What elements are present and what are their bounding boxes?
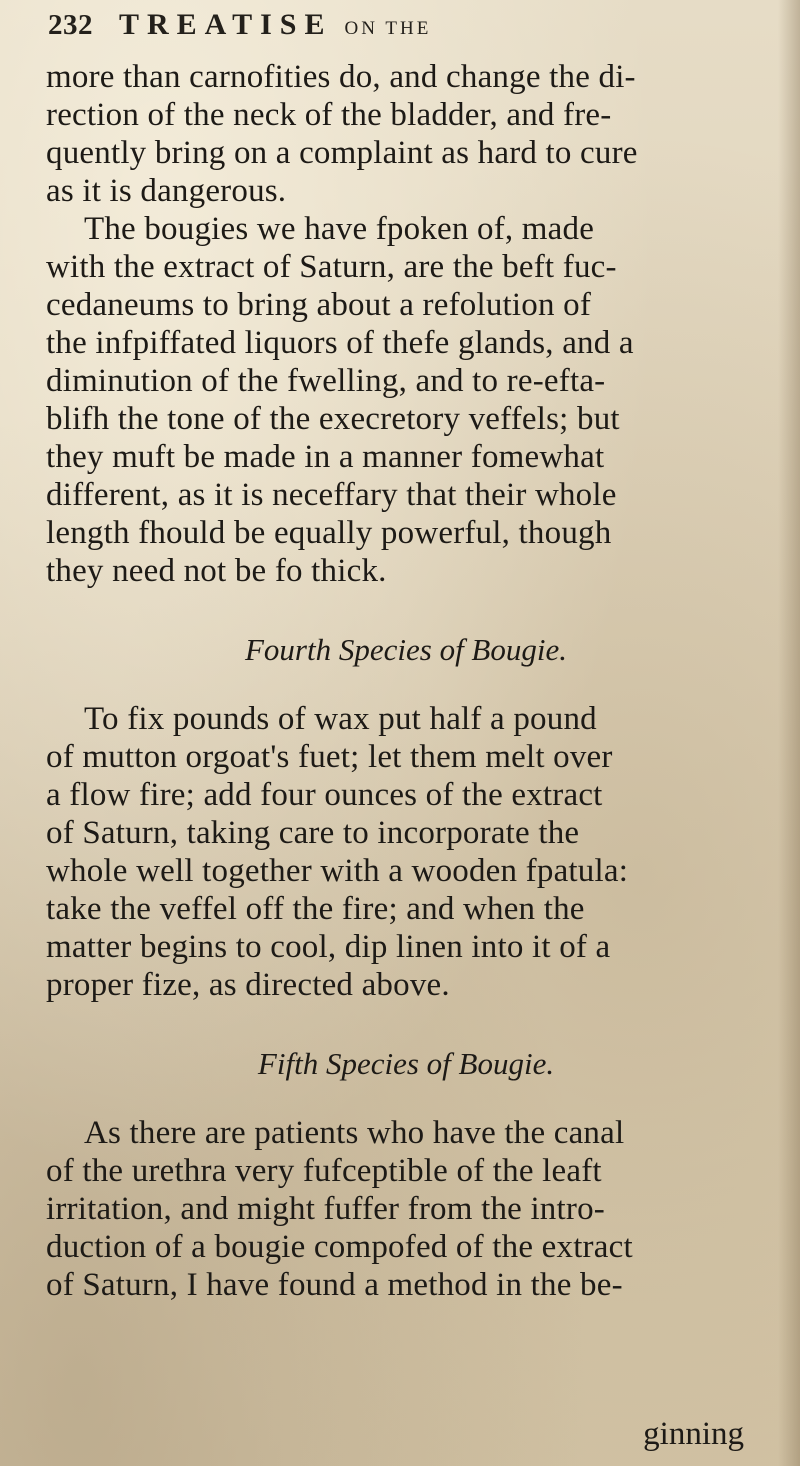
text-line: with the extract of Saturn, are the beft fuc- [46, 249, 617, 285]
text-line: of Saturn, I have found a method in the be- [46, 1267, 623, 1303]
paragraph-2 [46, 210, 766, 590]
paragraph-1 [46, 58, 766, 210]
text-line: duction of a bougie compofed of the extract [46, 1229, 633, 1265]
text-line: they muft be made in a manner fomewhat [46, 439, 605, 475]
text-line: of the urethra very fufceptible of the leaft [46, 1153, 602, 1189]
text-line: whole well together with a wooden fpatula: [46, 853, 629, 889]
running-title-continuation: ON THE [344, 18, 432, 39]
text-line: proper fize, as directed above. [46, 967, 450, 1003]
text-line: length fhould be equally powerful, though [46, 515, 612, 551]
text-line: they need not be fo thick. [46, 553, 387, 589]
text-line: As there are patients who have the canal [84, 1115, 625, 1151]
text-line: matter begins to cool, dip linen into it of a [46, 929, 611, 965]
body-text [46, 58, 766, 1304]
page-edge-shadow [778, 0, 800, 1466]
text-line: irritation, and might fuffer from the intro- [46, 1191, 605, 1227]
paragraph-4 [46, 1114, 766, 1304]
text-line: a flow fire; add four ounces of the extract [46, 777, 603, 813]
text-line: different, as it is neceffary that their whole [46, 477, 617, 513]
text-line: The bougies we have fpoken of, made [84, 211, 595, 247]
spacer [46, 670, 766, 700]
text-line: quently bring on a complaint as hard to cure [46, 135, 638, 171]
paragraph-3 [46, 700, 766, 1004]
page-number: 232 [48, 9, 93, 41]
text-line: take the veffel off the fire; and when the [46, 891, 585, 927]
spacer [46, 1084, 766, 1114]
text-line: To fix pounds of wax put half a pound [84, 701, 597, 737]
text-line: the infpiffated liquors of thefe glands, and a [46, 325, 634, 361]
text-line: more than carnofities do, and change the di- [46, 59, 636, 95]
text-line: diminution of the fwelling, and to re-efta- [46, 363, 606, 399]
section-heading-fifth-species: Fifth Species of Bougie. [257, 1046, 555, 1081]
text-line: of mutton orgoat's fuet; let them melt over [46, 739, 613, 775]
text-line: cedaneums to bring about a refolution of [46, 287, 592, 323]
section-heading-fourth-species: Fourth Species of Bougie. [245, 632, 567, 667]
running-title: TREATISE [119, 8, 333, 41]
text-line: of Saturn, taking care to incorporate the [46, 815, 580, 851]
spacer [46, 590, 766, 630]
spacer [46, 1004, 766, 1044]
catchword: ginning [643, 1416, 744, 1452]
text-line: rection of the neck of the bladder, and fre- [46, 97, 612, 133]
running-header [48, 8, 748, 58]
text-line: blifh the tone of the execretory veffels; but [46, 401, 620, 437]
text-line: as it is dangerous. [46, 173, 287, 209]
